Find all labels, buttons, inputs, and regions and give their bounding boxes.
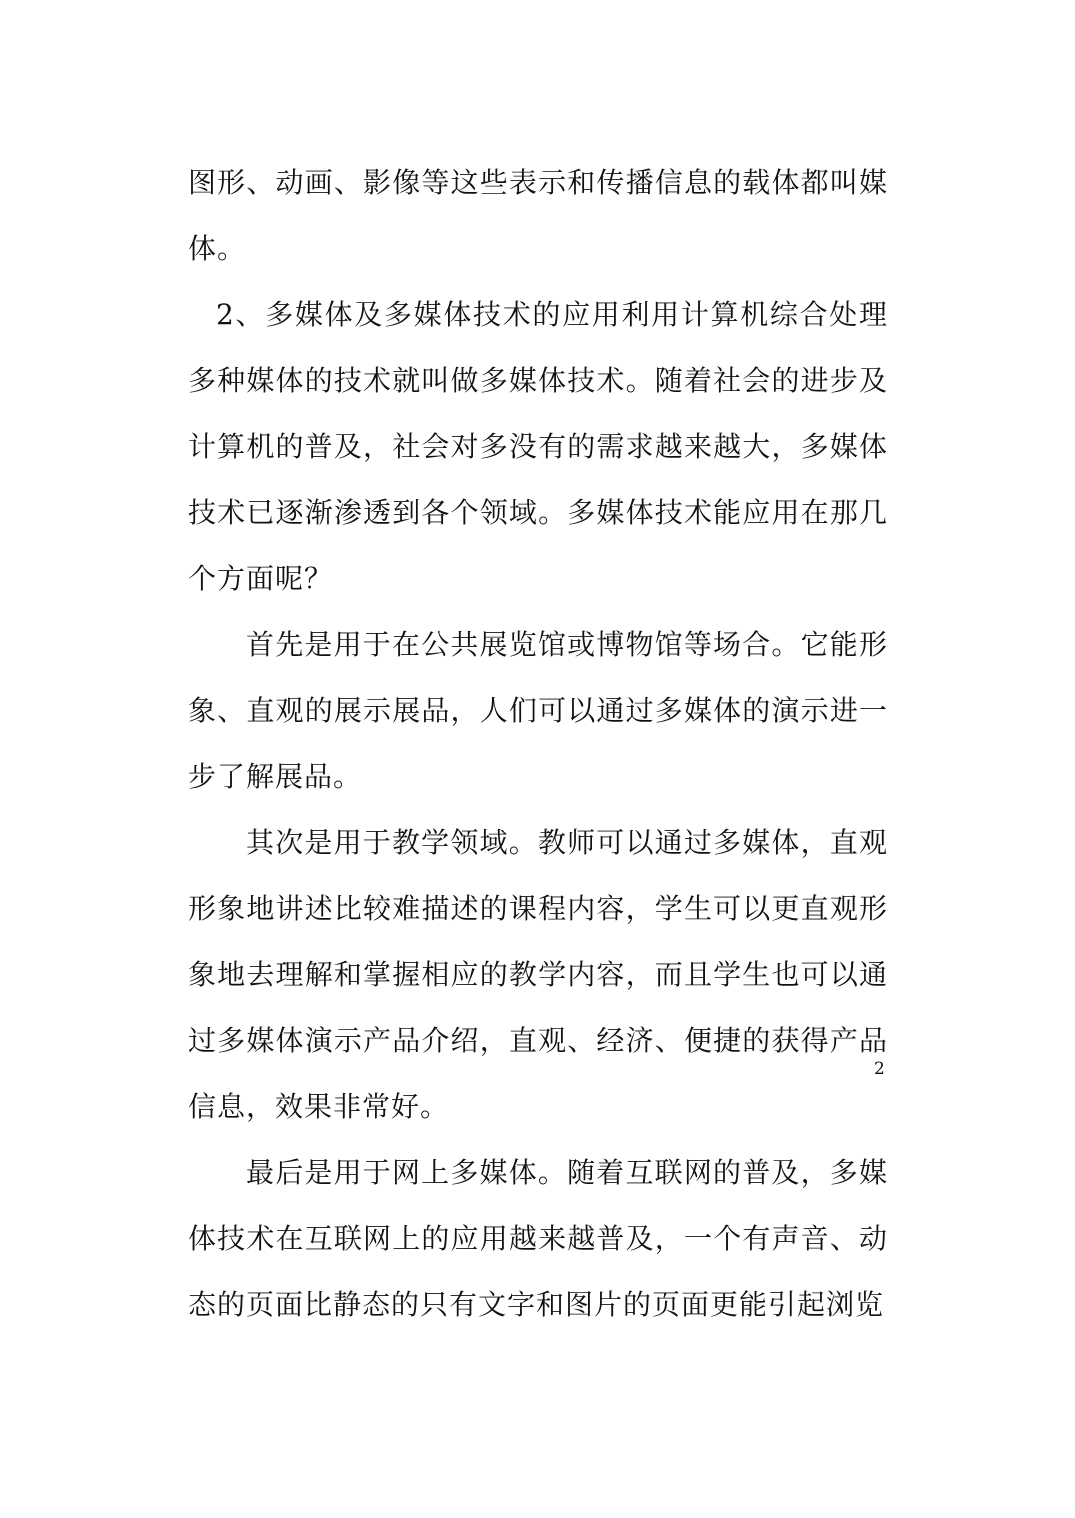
paragraph-multimedia-technology: 2、多媒体及多媒体技术的应用利用计算机综合处理多种媒体的技术就叫做多媒体技术。随着社会的进步及计算机的普及，社会对多没有的需求越来越大，多媒体技术已逐渐渗透到各个领域。多媒体技术能应用在那几个方面呢？ xyxy=(188,298,888,595)
body-text xyxy=(188,150,888,1338)
paragraph-internet-use: 最后是用于网上多媒体。随着互联网的普及，多媒体技术在互联网上的应用越来越普及，一个有声音、动态的页面比静态的只有文字和图片的页面更能引起浏览 xyxy=(188,1156,888,1321)
paragraph-teaching-use: 其次是用于教学领域。教师可以通过多媒体，直观形象地讲述比较难描述的课程内容，学生可以更直观形象地去理解和掌握相应的教学内容，而且学生也可以通过多媒体演示产品介绍，直观、经济、便捷的获得产品信息，效果非常好。 xyxy=(188,826,888,1123)
paragraph-media-definition: 图形、动画、影像等这些表示和传播信息的载体都叫媒体。 xyxy=(188,166,888,265)
page-number: 2 xyxy=(874,1059,885,1079)
paragraph-exhibition-use: 首先是用于在公共展览馆或博物馆等场合。它能形象、直观的展示展品，人们可以通过多媒体的演示进一步了解展品。 xyxy=(188,628,888,793)
